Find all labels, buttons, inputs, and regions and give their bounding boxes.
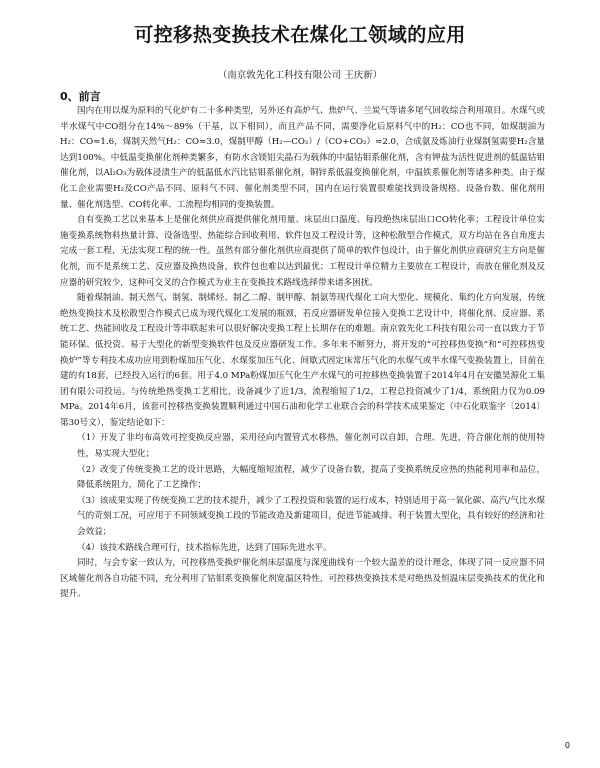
section-heading: 0、前言: [60, 90, 101, 103]
conclusion-item: （3）该成果实现了传统变换工艺的技术提升，减少了工程投资和装置的运行成本，特别适用于高一氧化碳、高汽/气比水煤气的苛刻工况，可应用于不同领域变换工段的节能改造及新建项目，促进节能减排、利于装置大型化，具有较好的经济和社会效益；: [77, 495, 545, 538]
paragraph: 自有变换工艺以来基本上是催化剂供应商提供催化剂用量、床层出口温度、每段绝热床层出口CO转化率；工程设计单位实施变换系统物料热量计算、设备选型、热能综合回收利用、软件包及工程设计等，这种松散型合作模式，双方均站在各自角度去完成一套工程，无法实现工程的统一性。虽然有部分催化剂供应商提供了简单的软件包设计，由于催化剂供应商研究主方向是催化剂，而不是系统工艺、反应器及换热设备，软件包也难以达到最优；工程设计单位精力主要放在工程设计，而放在催化剂及反应器的研究较少，这种可交叉的合作模式为业主在变换技术路线选择带来诸多困扰。: [60, 215, 545, 288]
paragraph: 随着煤制油、制天然气、制氢、制烯烃、制乙二醇、制甲醇、制氨等现代煤化工向大型化、规模化、集约化方向发展，传统绝热变换技术及松散型合作模式已成为现代煤化工发展的瓶颈，若反应器研发单位接入变换工艺设计中，将催化剂、反应器、系统工艺、热能回收及工程设计等串联起来可以很好解决变换工程上长期存在的难题。南京敦先化工科技有限公司一直以致力于节能环保、低投资、易于大型化的新型变换软件包及反应器研发工作。多年来不断努力，将开发的“可控移热变换”和“可控移热变换炉”等专利技术成功应用到粉煤加压气化、水煤浆加压气化、间歇式固定床常压气化的水煤气或半水煤气变换装置上，目前在建的有18套，已经投入运行的6套。用于4.0 MPa粉煤加压气化生产水煤气的可控移热变换装置于2014年4月在安徽昊源化工集团有限公司投运。与传统绝热变换工艺相比，设备减少了近1/3，流程缩短了1/2，工程总投资减少了1/4，系统阻力仅为0.09 MPa。2014年6月，该套可控移热变换装置顺利通过中国石油和化学工业联合会的科学技术成果鉴定（中石化联鉴字〔2014〕第30号文），鉴定结论如下：: [60, 293, 545, 428]
paragraph: 国内在用以煤为原料的气化炉有二十多种类型，另外还有高炉气、焦炉气、兰炭气等诸多尾气回收综合利用项目。水煤气或半水煤气中CO组分在14%～89%（干基，以下相同），而且产品不同，需要净化后原料气中的H₂：CO也不同，如煤制油为H₂：CO≈1.6，煤制天然气H₂：CO≈3.0，煤制甲醇（H₂—CO₂）/（CO+CO₂）≈2.0，合成氨及炼油行业煤制氢需要H₂含量达到100%。中低温变换催化剂种类繁多，有防水含镁铝尖晶石为载体的中温钴钼系催化剂，含有钾盐为活性促进剂的低温钴钼催化剂，以Al₂O₃为载体浸渍生产的低温低水汽比钴钼系催化剂，铜锌系低温变换催化剂，中温铁系催化剂等诸多种类。由于煤化工企业需要H₂及CO产品不同、原料气不同、催化剂类型不同，国内在运行装置很难能找到设备规格、设备台数、催化剂用量、催化剂选型、CO转化率、工流程均相同的变换装置。: [60, 106, 545, 210]
page-number: 0: [564, 741, 570, 750]
document-title: 可控移热变换技术在煤化工领域的应用: [134, 24, 466, 46]
closing-paragraph: 同时，与会专家一致认为，可控移热变换炉催化剂床层温度与深度曲线有一个较大温差的设计理念，体现了同一反应器不同区域催化剂各自功能不同，充分利用了钴钼系变换催化剂宽温区特性，可控移热变换技术是对绝热及恒温床层变换技术的优化和提升。: [60, 558, 545, 600]
author-line: （南京敦先化工科技有限公司 王庆新）: [217, 70, 383, 81]
conclusion-item: （1）开发了非均布高效可控变换反应器，采用径向内置管式水移热，催化剂可以自卸，合理、先进，符合催化剂的使用特性，易实现大型化；: [77, 433, 545, 460]
conclusion-item: （4）该技术路线合理可行，技术指标先进，达到了国际先进水平。: [77, 542, 332, 553]
body-text: [60, 104, 545, 603]
conclusion-item: （2）改变了传统变换工艺的设计思路，大幅度缩短流程，减少了设备台数，提高了变换系统反应热的热能利用率和品位，降低系统阻力，简化了工艺操作；: [77, 464, 545, 491]
